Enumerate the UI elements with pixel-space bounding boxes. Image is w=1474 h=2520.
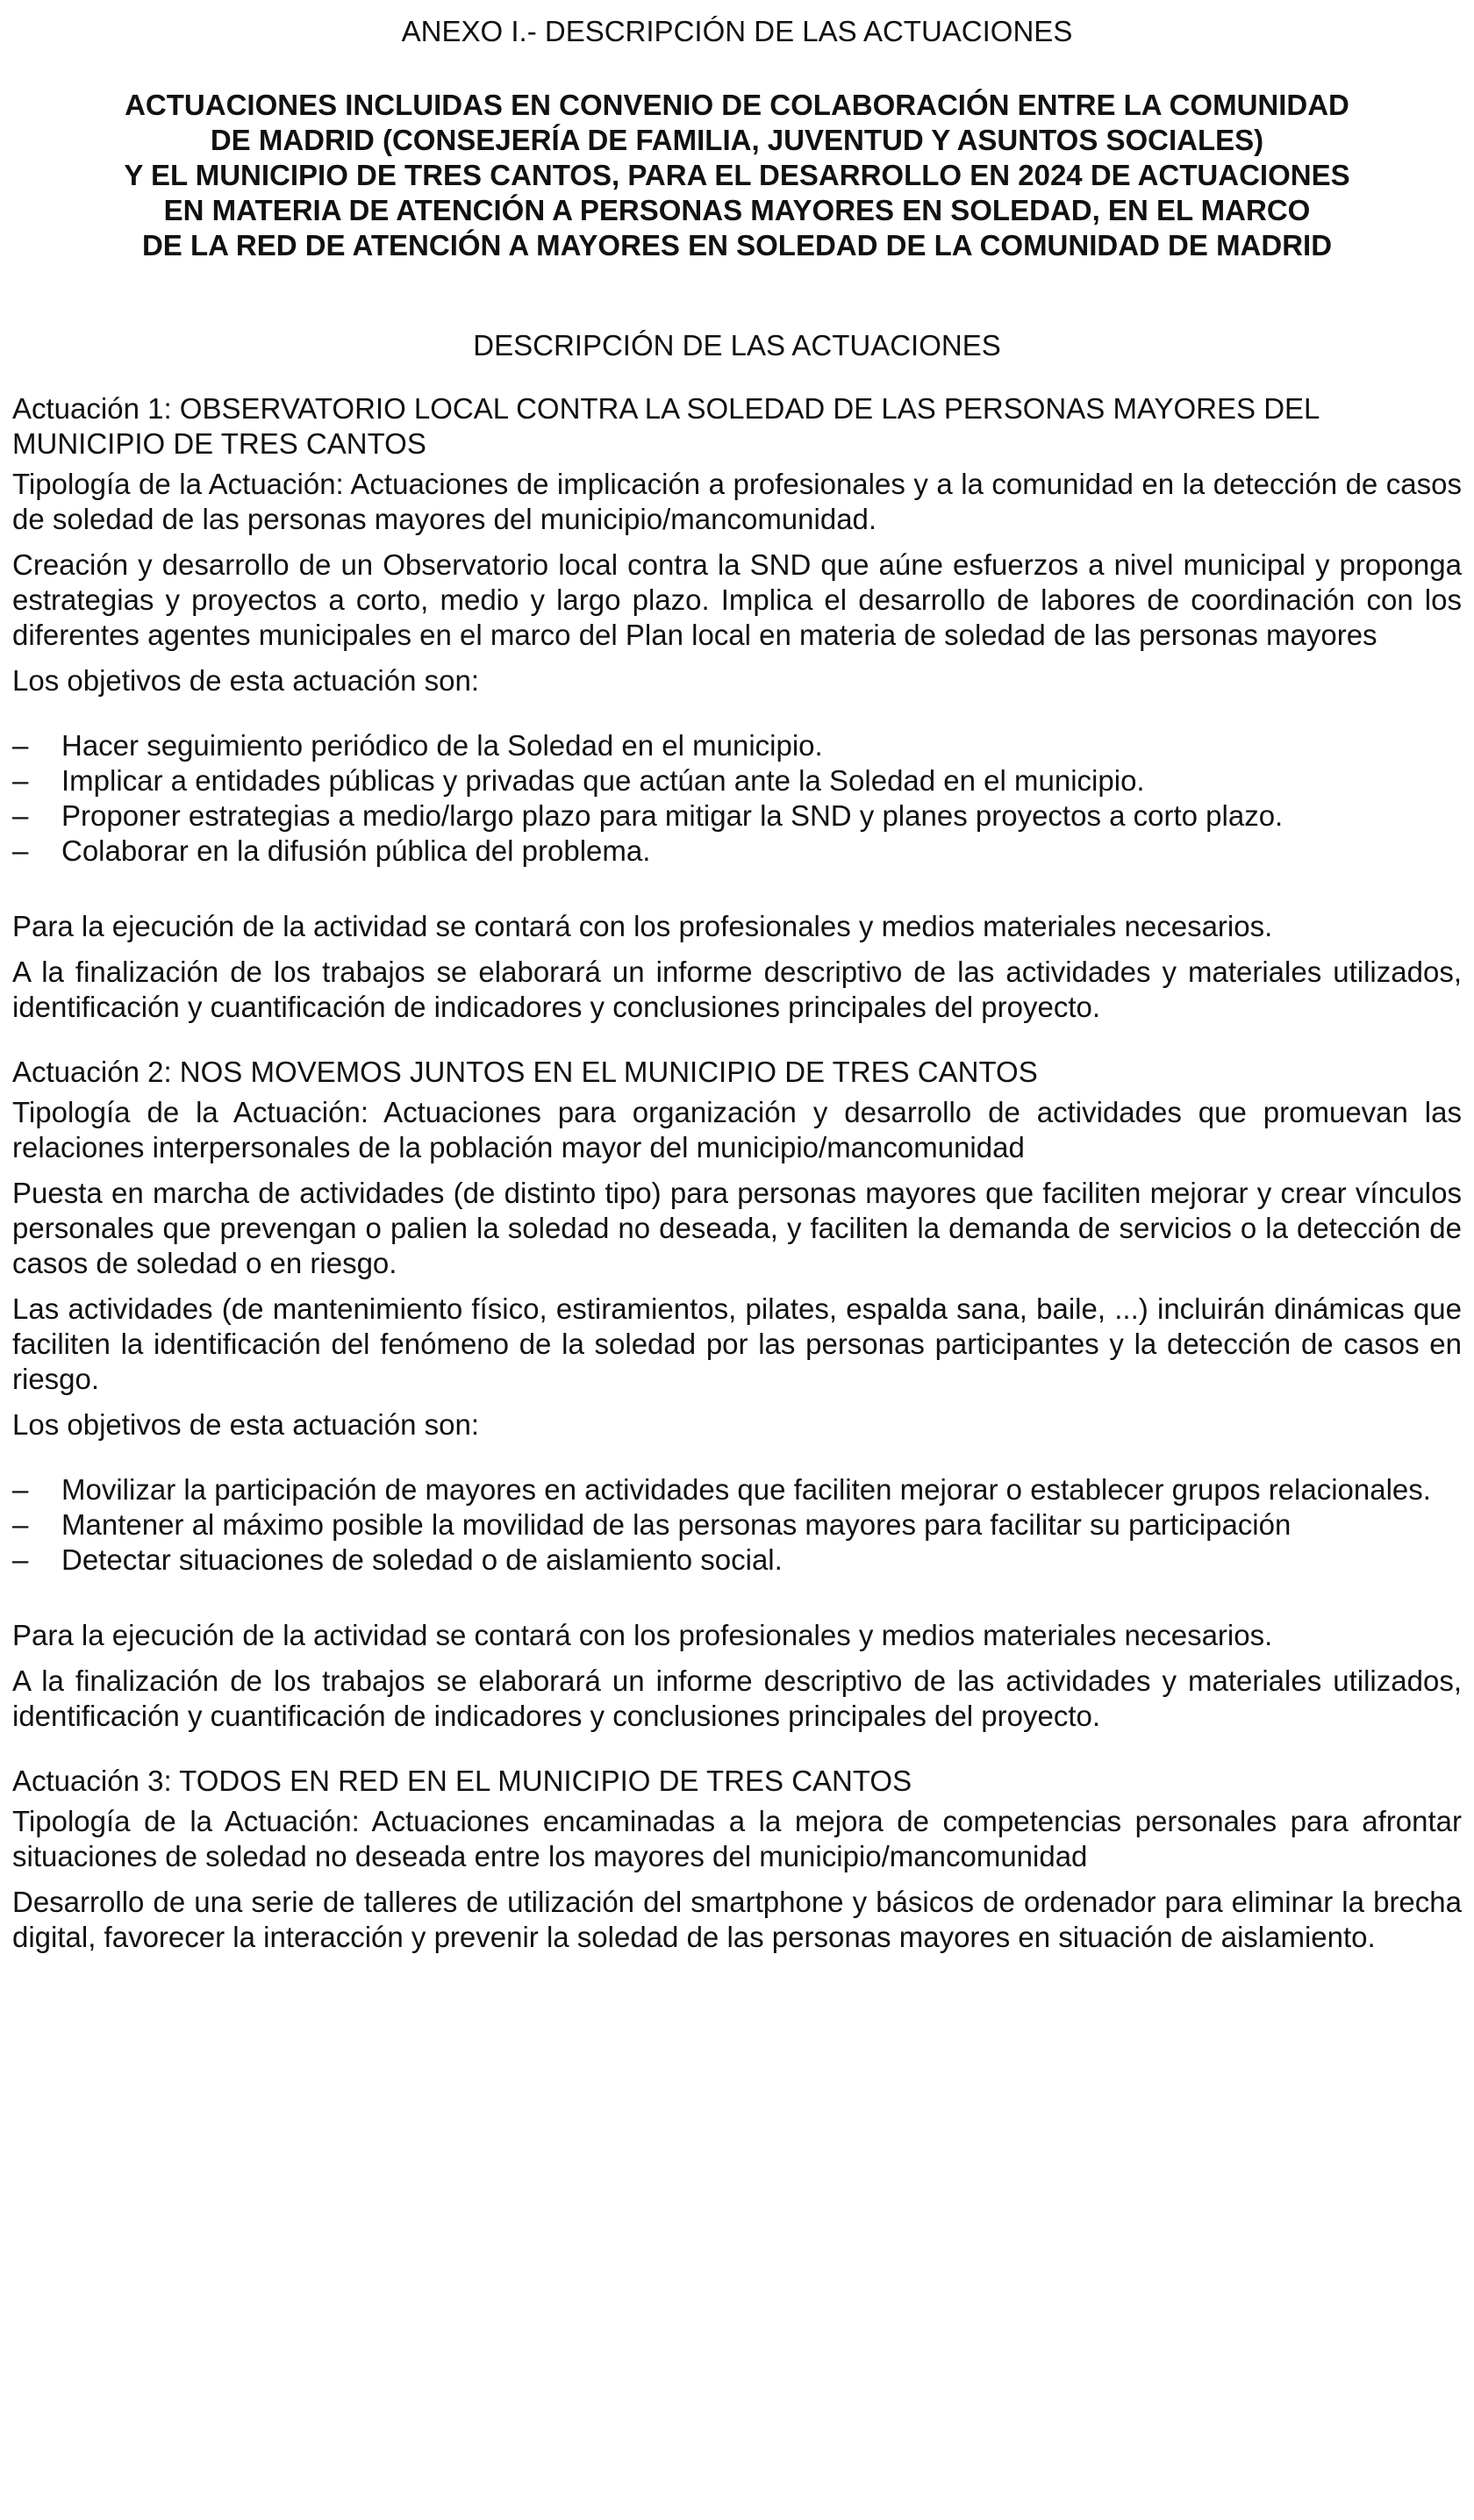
agreement-title-line: DE LA RED DE ATENCIÓN A MAYORES EN SOLEDAD DE LA COMUNIDAD DE MADRID	[141, 229, 1333, 261]
action-1-heading: Actuación 1: OBSERVATORIO LOCAL CONTRA LA SOLEDAD DE LAS PERSONAS MAYORES DEL MUNICIPIO DE TRES CANTOS	[12, 392, 1320, 460]
agreement-title-line: EN MATERIA DE ATENCIÓN A PERSONAS MAYORES EN SOLEDAD, EN EL MARCO	[163, 194, 1311, 226]
objective-item	[12, 1507, 1462, 1543]
agreement-title	[12, 88, 1462, 263]
action-2-description: Puesta en marcha de actividades (de distinto tipo) para personas mayores que faciliten mejorar y crear vínculos personales que prevengan o palien la soledad no deseada, y faciliten la demanda de servicios o la detección de casos de soledad o en riesgo.	[12, 1177, 1462, 1279]
agreement-title-line: Y EL MUNICIPIO DE TRES CANTOS, PARA EL DESARROLLO EN 2024 DE ACTUACIONES	[124, 159, 1350, 191]
objective-item	[12, 834, 1462, 869]
action-1-description: Creación y desarrollo de un Observatorio local contra la SND que aúne esfuerzos a nivel municipal y proponga estrategias y proyectos a corto, medio y largo plazo. Implica el desarrollo de labores de coordinación con los diferentes agentes municipales en el marco del Plan local en materia de soledad de las personas mayores	[12, 548, 1462, 651]
bullet-dash: –	[12, 799, 29, 832]
action-1-section	[12, 391, 1462, 1025]
bullet-dash: –	[12, 1543, 29, 1576]
description-title: DESCRIPCIÓN DE LAS ACTUACIONES	[473, 329, 1001, 362]
action-2-heading: Actuación 2: NOS MOVEMOS JUNTOS EN EL MUNICIPIO DE TRES CANTOS	[12, 1056, 1038, 1088]
action-2-report: A la finalización de los trabajos se elaborará un informe descriptivo de las actividades y materiales utilizados, identificación y cuantificación de indicadores y conclusiones principales del proyecto.	[12, 1664, 1462, 1732]
objective-item	[12, 798, 1462, 834]
objective-item	[12, 763, 1462, 798]
action-3-typology: Tipología de la Actuación: Actuaciones encaminadas a la mejora de competencias personales para afrontar situaciones de soledad no deseada entre los mayores del municipio/mancomunidad	[12, 1805, 1462, 1872]
annex-title: ANEXO I.- DESCRIPCIÓN DE LAS ACTUACIONES	[401, 15, 1073, 47]
action-2-section	[12, 1055, 1462, 1734]
action-2-activities: Las actividades (de mantenimiento físico, estiramientos, pilates, espalda sana, baile, ...) incluirán dinámicas que faciliten la identificación del fenómeno de la soledad por las personas participantes y la detección de casos en riesgo.	[12, 1292, 1462, 1395]
objective-text: Hacer seguimiento periódico de la Soledad en el municipio.	[61, 729, 823, 762]
objective-text: Detectar situaciones de soledad o de aislamiento social.	[61, 1543, 783, 1576]
bullet-dash: –	[12, 1473, 29, 1506]
bullet-dash: –	[12, 729, 29, 762]
objective-text: Movilizar la participación de mayores en actividades que faciliten mejorar o establecer grupos relacionales.	[61, 1473, 1431, 1506]
action-1-report: A la finalización de los trabajos se elaborará un informe descriptivo de las actividades y materiales utilizados, identificación y cuantificación de indicadores y conclusiones principales del proyecto.	[12, 956, 1462, 1023]
objective-text: Colaborar en la difusión pública del problema.	[61, 834, 651, 867]
action-1-objectives-intro: Los objetivos de esta actuación son:	[12, 664, 480, 697]
action-3-description: Desarrollo de una serie de talleres de utilización del smartphone y básicos de ordenador para eliminar la brecha digital, favorecer la interacción y prevenir la soledad de las personas mayores en situación de aislamiento.	[12, 1886, 1462, 1953]
objective-item	[12, 1543, 1462, 1578]
objective-text: Mantener al máximo posible la movilidad de las personas mayores para facilitar su participación	[61, 1508, 1292, 1541]
action-2-execution: Para la ejecución de la actividad se contará con los profesionales y medios materiales necesarios.	[12, 1619, 1273, 1651]
action-1-execution: Para la ejecución de la actividad se contará con los profesionales y medios materiales necesarios.	[12, 910, 1273, 942]
agreement-title-line: DE MADRID (CONSEJERÍA DE FAMILIA, JUVENTUD Y ASUNTOS SOCIALES)	[210, 124, 1264, 156]
action-2-objectives-intro: Los objetivos de esta actuación son:	[12, 1408, 480, 1441]
bullet-dash: –	[12, 1508, 29, 1541]
action-2-typology: Tipología de la Actuación: Actuaciones para organización y desarrollo de actividades que promuevan las relaciones interpersonales de la población mayor del municipio/mancomunidad	[12, 1096, 1462, 1163]
objective-item	[12, 1472, 1462, 1507]
bullet-dash: –	[12, 764, 29, 797]
objective-text: Proponer estrategias a medio/largo plazo para mitigar la SND y planes proyectos a corto plazo.	[61, 799, 1284, 832]
bullet-dash: –	[12, 834, 29, 867]
action-2-objectives-list	[12, 1472, 1462, 1578]
agreement-title-line: ACTUACIONES INCLUIDAS EN CONVENIO DE COLABORACIÓN ENTRE LA COMUNIDAD	[125, 89, 1349, 121]
action-1-objectives-list	[12, 728, 1462, 869]
action-3-heading: Actuación 3: TODOS EN RED EN EL MUNICIPIO DE TRES CANTOS	[12, 1765, 912, 1797]
action-3-section	[12, 1764, 1462, 1955]
objective-text: Implicar a entidades públicas y privadas que actúan ante la Soledad en el municipio.	[61, 764, 1145, 797]
objective-item	[12, 728, 1462, 763]
action-1-typology: Tipología de la Actuación: Actuaciones de implicación a profesionales y a la comunidad en la detección de casos de soledad de las personas mayores del municipio/mancomunidad.	[12, 468, 1462, 535]
